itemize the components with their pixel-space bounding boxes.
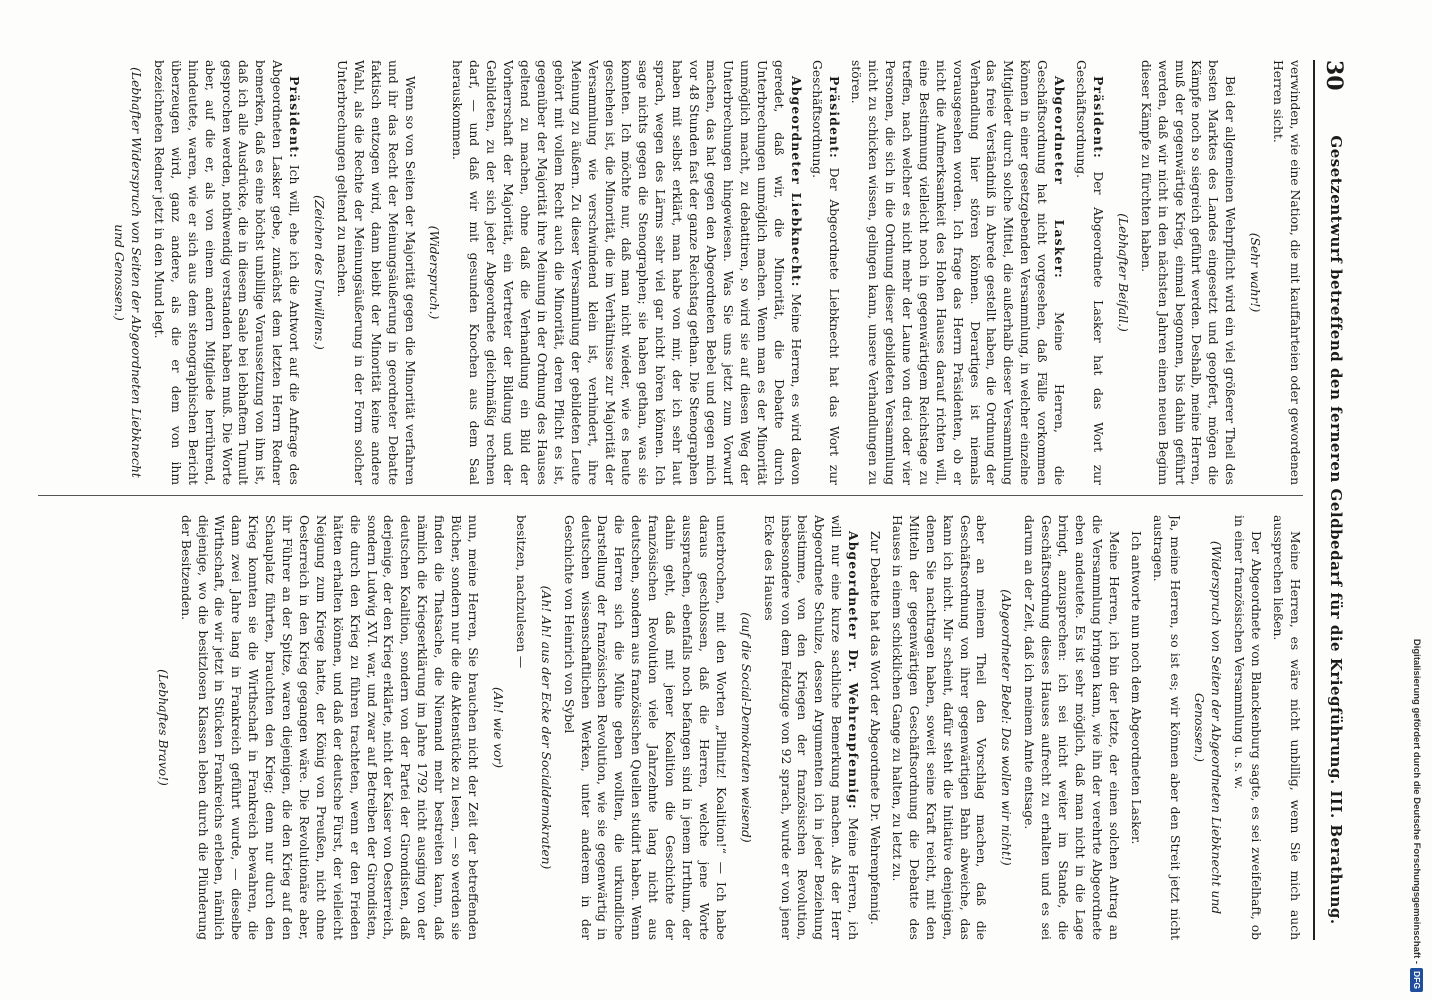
page-number: 30 — [1321, 60, 1347, 91]
text-paragraph: Ich antworte nun noch dem Abgeordneten Lasker. — [1128, 531, 1143, 845]
speech-paragraph — [760, 515, 861, 940]
speaker-name: Präsident: — [1090, 76, 1106, 159]
text-paragraph: Der Abgeordnete von Blanckenburg sagte, es sei zweifelhaft, ob in einer französischen Versammlung u. s. w. — [1232, 515, 1264, 940]
running-title: Gesetzentwurf betreffend den ferneren Geldbedarf für die Kriegführung. III. Berathung. — [1327, 135, 1345, 925]
stamp-text: Digitalisierung gefördert durch die Deutsche Forschungsgemeinschaft - — [1411, 638, 1423, 965]
stage-direction: (Zeichen des Unwillens.) — [312, 195, 327, 350]
speaker-name: Präsident: — [827, 76, 843, 159]
text-paragraph: Meine Herren, es wäre nicht unbillig, wenn Sie mich auch aussprechen ließen. — [1271, 515, 1302, 940]
stage-direction: (Ah! wie vor) — [490, 686, 505, 769]
stage-direction: (Abgeordneter Bebel: Das wollen wir nicht!) — [999, 589, 1014, 866]
stage-direction: (Lebhaftes Bravo!) — [155, 669, 170, 786]
speaker-name: Abgeordneter Dr. Wehrenpfennig: — [846, 531, 862, 810]
text-paragraph: besitzen, nachzulesen — — [513, 515, 528, 669]
stage-direction: (Lebhafter Beifall.) — [1115, 213, 1130, 332]
speech-text: Der Abgeordnete Lasker hat das Wort zur Geschäftsordnung. — [1074, 60, 1105, 485]
page-header — [1313, 60, 1355, 940]
text-paragraph: Wenn so von Seiten der Majorität gegen die Minorität verfahren und ihr das Recht der Meinungsäußerung in geordneter Debatte faktisch entzogen wird, dann bleibt der Minorität keine andere Wahl, als die Rechte der Meinungsäußerung in der Form solcher Unterbrechungen geltend zu machen. — [334, 60, 417, 485]
speech-text: Ich will, ehe ich die Antwort auf die Anfrage des Abgeordneten Lasker gebe, zunächst dem letzten Herrn Redner bemerken, daß es eine höchst unbillige Voraussetzung von ihm ist, daß ich alle Ausdrücke, die in diesem Saale bei lebhaftem Tumult gesprochen werden, nothwendig verstanden haben muß. Die Worte aber, auf die er, als von einem andern Mitgliede herrührend, hindeutete, waren, wie er sich aus dem stenographischen Bericht überzeugen wird, ganz andere, als die er dem von ihm bezeichneten Redner jetzt in den Mund legt. — [151, 60, 302, 485]
left-text-column — [38, 60, 1303, 485]
text-paragraph: Bei der allgemeinen Wehrpflicht wird ein viel größerer Theil des besten Marktes des Landes eingesetzt und geopfert, mögen die Kämpfe noch so siegreich geführt werden. Deshalb, meine Herren, muß der gegenwärtige Krieg, einmal begonnen, bis dahin geführt werden, daß wir nicht in den nächsten Jahren einen neuen Beginn dieser Kämpfe zu fürchten haben. — [1138, 60, 1238, 485]
speech-paragraph — [847, 60, 1067, 485]
stage-direction: (Sehr wahr!) — [1248, 232, 1263, 313]
right-text-column — [38, 515, 1303, 940]
speaker-name: Abgeordneter Liebknecht: — [788, 76, 804, 288]
speech-text: Meine Herren, es wird davon geredet, daß wir, die Minorität, die Debatte durch Unterbrechungen unmöglich machen. Wenn man es der Minorität unmöglich macht, zu debattiren, so wird sie auf diesen Weg der Unterbrechungen hingewiesen. Was Sie uns jetzt zum Vorwurf machen, das hat gegen den Abgeordneten Bebel und gegen mich vor 48 Stunden fast der ganze Reichstag gethan. Die Stenographen haben mit selbst erklärt, man habe von mir, der ich sehr laut sprach, wegen des Lärms sehr viel gar nicht hören können. Ich sage nichts gegen die Stenographen; sie haben gethan, was sie konnten. Ich möchte nur, daß man nicht wieder, wie es heute geschehen ist, die Minorität, die im Verhältnisse zur Majorität der Versammlung wie verschwindend klein ist, verhindert, ihre Meinung zu äußern. Zu dieser Versammlung der gebildeten Leute gehört mit vollem Recht auch die Minorität, deren Pflicht es ist, gegenüber der Majorität ihre Meinung in der Ordnung des Hauses geltend zu machen, ohne daß die Verhandlung ein Bild der Vorherrschaft der Majorität, ein Vertreter der Bildung und der Gebildeten, zu der sich jeder Abgeordnete gleichmäßig rechnen darf, — und daß wir mit gesunden Knochen aus dem Saal herauskommen. — [450, 60, 803, 485]
speech-text: Meine Herren, ich will nur eine kurze sachliche Bemerkung machen. Als der Herr Abgeordnete Schulze, dessen Argumenten ich in jeder Beziehung beistimme, von den Kriegen der französischen Revolution, insbesondere von dem Feldzuge von 92 sprach, wurde er von jener Ecke des Hauses — [761, 515, 861, 940]
text-paragraph: aber an meinem Theil den Vorschlag machen, daß die Geschäftsordnung von ihrer gegenwärtigen Bahn abweiche, das kann ich nicht. Mir scheint, dafür steht die Initiative denjenigen, denen Sie nachtragen haben, soweit seine Kraft reicht, mit den Mitteln der gegenwärtigen Geschäftsordnung die Debatte des Hauses in einem schicklichen Gange zu halten, zu letzt zu. — [889, 515, 989, 940]
text-paragraph: Meine Herren, ich bin der letzte, der einen solchen Antrag an die Versammlung bringen kann, wie ihn der verehrte Abgeordnete eben andeutete. Es ist sehr möglich, daß man nicht in die Lage bringt, anzusprechen: ich sei nicht weiter im Stande, die Geschäftsordnung dieses Hauses aufrecht zu erhalten und es sei darum an der Zeit, daß ich meinem Amte entsage. — [1022, 515, 1121, 940]
stage-direction: (Lebhafter Widerspruch von Seiten der Abgeordneten Liebknecht und Genossen.) — [112, 67, 143, 478]
stage-direction: (Widerspruch von Seiten der Abgeordneten Liebknecht und Genossen.) — [1192, 540, 1224, 915]
text-paragraph: Ja, meine Herren, so ist es; wir können aber den Streit jetzt nicht austragen. — [1150, 515, 1182, 940]
text-paragraph: nun, meine Herren, Sie brauchen nicht der Zeit der betreffenden Bücher, sondern nur die die Aktenstücke zu lesen, — so werden sie finden die Thatsache, die Niemand mehr bestreiten kann, daß nämlich die Kriegserklärung im Jahre 1792 nicht ausging von der deutschen Koalition, sondern von der Partei der Girondisten, daß derjenige, der den Krieg erklärte, nicht der Kaiser von Oesterreich, sondern Ludwig XVI. war, und zwar auf Betreiben der Girondisten, die durch den Krieg zu führen trachteten, wenn er den Frieden hätten erhalten können, und daß der deutsche Fürst, der vielleicht Neigung zum Kriege hatte, der König von Preußen, nicht ohne Oesterreich in den Krieg gegangen wäre. Die Revolutionäre aber, ihr Führer an der Spitze, waren diejenigen, die den Krieg auf den Schauplatz führten, brauchten den Krieg; denn nur durch den Krieg konnten sie die Wirthschaft in Frankreich bewahren, die dann zwei Jahre lang in Frankreich geführt wurde, — dieselbe Wirthschaft, die wir jetzt in Stücken Frankreichs erleben, nämlich diejenige, wo die besitzlosen Klassen leben durch die Plünderung der Besitzenden. — [178, 515, 481, 940]
text-paragraph: verwinden, wie eine Nation, die mit kauffahrteien oder gewordenen Herren sicht. — [1271, 60, 1302, 485]
speech-paragraph — [809, 60, 843, 485]
stage-direction: (Widerspruch.) — [427, 225, 442, 320]
text-paragraph: Zur Debatte hat das Wort der Abgeordnete Dr. Wehrenpfennig. — [868, 531, 883, 925]
speech-paragraph — [449, 60, 804, 485]
text-paragraph: unterbrochen, mit den Worten „Pillnitz! Koalition!“ — Ich habe daraus geschlossen, daß die Herren, welche jene Worte aussprachen, ebenfalls noch befangen sind in jenem Irrthum, der dahin geht, daß mit jener Koalition die Geschichte der französischen Revolution viele Jahrzehnte lang nicht aus deutschen, sondern aus französischen Quellen studirt haben. Wenn die Herren sich die Mühe geben wollten, die urkundliche Darstellung der französischen Revolution, wie sie gegenwärtig in deutschen wissenschaftlichen Werken, unter anderem in der Geschichte von Heinrich von Sybel — [561, 515, 728, 940]
column-divider — [38, 495, 1303, 496]
speech-text: Der Abgeordnete Liebknecht hat das Wort zur Geschäftsordnung. — [810, 60, 842, 485]
speech-text: Meine Herren, die Geschäftsordnung hat nicht vorgesehen, daß Fälle vorkommen können in einer gesetzgebenden Versammlung, in welcher einzelne Mitglieder durch solche Mittel, die außerhalb dieser Versammlung das freie Verständniß in Abrede gestellt haben, die Ordnung der Verhandlung hier stören können. Derartiges ist niemals vorausgesehen worden. Ich frage das Herrn Präsidenten, ob er nicht die Aufmerksamkeit des Hohen Hauses darauf richten will, eine Bestimmung vielleicht noch in gegenwärtigem Reichstage zu treffen, nach welcher es nicht mehr der Laune von drei oder vier Personen, die sich in die Ordnung dieser gebildeten Versammlung nicht zu schicken wissen, gelingen kann, unsere Verhandlungen zu stören. — [849, 60, 1067, 485]
stage-direction: (auf die Social-Demokraten weisend) — [738, 612, 753, 843]
speaker-name: Präsident: — [287, 76, 303, 159]
dfg-logo: DFG — [1411, 968, 1424, 992]
digitization-stamp — [1409, 8, 1425, 992]
speaker-name: Abgeordneter Lasker: — [1052, 76, 1068, 279]
stage-direction: (Ah! Ah! aus der Ecke der Socialdemokraten) — [538, 585, 553, 870]
speech-paragraph — [150, 60, 302, 485]
speech-paragraph — [1072, 60, 1106, 485]
